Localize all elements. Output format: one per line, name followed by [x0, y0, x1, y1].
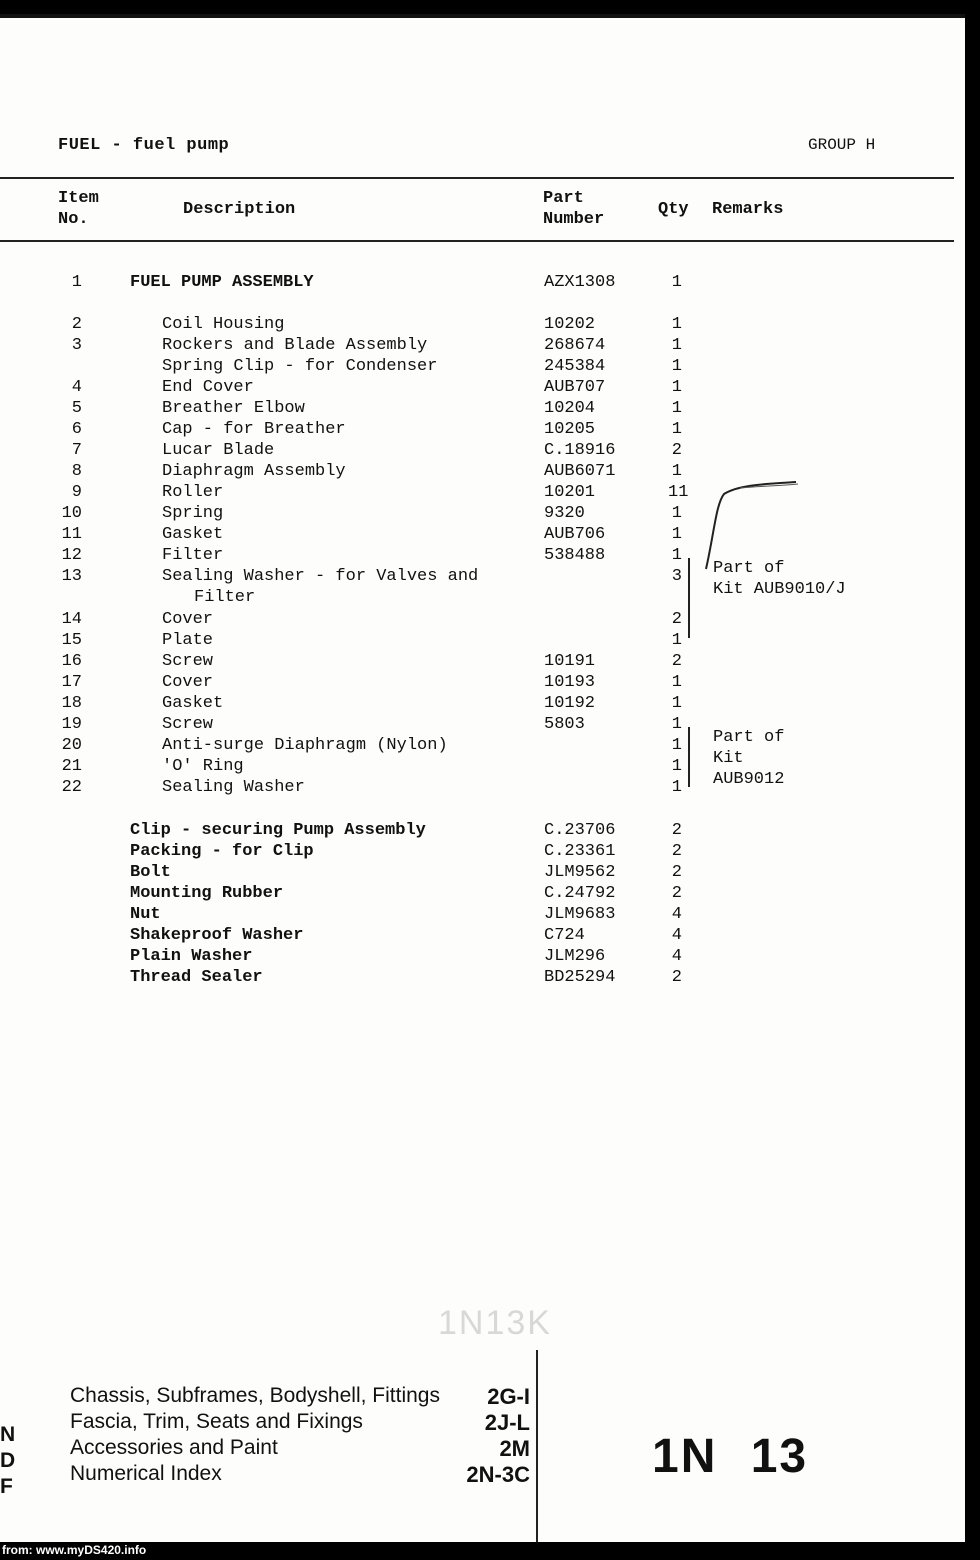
- kit1-bracket: [688, 558, 690, 638]
- item-number: 8: [71, 462, 82, 481]
- part-number: C.23361: [544, 842, 616, 861]
- description: Coil Housing: [162, 315, 285, 334]
- quantity: 1: [671, 399, 682, 418]
- description: Nut: [130, 905, 161, 924]
- quantity: 1: [671, 736, 682, 755]
- table-row: [0, 524, 965, 545]
- quantity: 1: [671, 546, 682, 565]
- item-number: 18: [61, 694, 82, 713]
- description: Gasket: [162, 694, 224, 713]
- table-row: [0, 693, 965, 714]
- item-number: 20: [61, 736, 82, 755]
- footer-divider: [536, 1350, 538, 1542]
- quantity: 1: [671, 357, 682, 376]
- description: FUEL PUMP ASSEMBLY: [130, 273, 314, 292]
- kit2-remark-line2: Kit: [713, 749, 744, 768]
- table-row: [0, 735, 965, 756]
- item-number: 12: [61, 546, 82, 565]
- part-number: BD25294: [544, 968, 616, 987]
- table-row: [0, 883, 965, 904]
- description: Plain Washer: [130, 947, 253, 966]
- col-qty: Qty: [658, 200, 689, 219]
- part-number: 5803: [544, 715, 585, 734]
- side-letters: N D F: [0, 1423, 16, 1498]
- quantity: 2: [671, 652, 682, 671]
- item-number: 19: [61, 715, 82, 734]
- description: Plate: [162, 631, 214, 650]
- table-row: [0, 314, 965, 335]
- description: 'O' Ring: [162, 757, 244, 776]
- description: Screw: [162, 652, 214, 671]
- description: Anti-surge Diaphragm (Nylon): [162, 736, 448, 755]
- footer-index-item: Fascia, Trim, Seats and Fixings 2J-L: [70, 1410, 530, 1435]
- description: Mounting Rubber: [130, 884, 284, 903]
- table-row: [0, 440, 965, 461]
- description: Spring: [162, 504, 224, 523]
- description: Gasket: [162, 525, 224, 544]
- description: Lucar Blade: [162, 441, 275, 460]
- table-row: [0, 545, 965, 566]
- footer-index-item: Chassis, Subframes, Bodyshell, Fittings 2G-I: [70, 1384, 530, 1409]
- description: Sealing Washer - for Valves and: [162, 567, 479, 586]
- part-number: JLM9683: [544, 905, 616, 924]
- table-row: [0, 651, 965, 672]
- item-number: 1: [71, 273, 82, 292]
- description: Breather Elbow: [162, 399, 305, 418]
- col-description: Description: [183, 200, 296, 219]
- description: Packing - for Clip: [130, 842, 314, 861]
- description: Screw: [162, 715, 214, 734]
- quantity: 2: [671, 884, 682, 903]
- quantity: 1: [671, 315, 682, 334]
- quantity: 3: [671, 567, 682, 586]
- quantity: 1: [671, 378, 682, 397]
- kit1-remark-line1: Part of: [713, 559, 785, 578]
- description: Diaphragm Assembly: [162, 462, 346, 481]
- top-border: [0, 14, 965, 18]
- footer-index: [70, 1384, 530, 1488]
- table-row: [0, 756, 965, 777]
- item-number: 22: [61, 778, 82, 797]
- part-number: 10192: [544, 694, 596, 713]
- item-number: 14: [61, 610, 82, 629]
- description: Bolt: [130, 863, 171, 882]
- table-row: [0, 419, 965, 440]
- item-number: 16: [61, 652, 82, 671]
- faded-stamp: 1N13K: [438, 1304, 552, 1342]
- description: Shakeproof Washer: [130, 926, 304, 945]
- item-number: 3: [71, 336, 82, 355]
- quantity: 1: [671, 525, 682, 544]
- description: Thread Sealer: [130, 968, 263, 987]
- description: Cap - for Breather: [162, 420, 346, 439]
- quantity: 1: [671, 462, 682, 481]
- header-rule-bottom: [0, 240, 954, 242]
- part-number: 10193: [544, 673, 596, 692]
- section-title: FUEL - fuel pump: [58, 136, 230, 155]
- table-row: [0, 904, 965, 925]
- description: Filter: [162, 546, 224, 565]
- quantity: 2: [671, 968, 682, 987]
- part-number: C.18916: [544, 441, 616, 460]
- part-number: 268674: [544, 336, 606, 355]
- part-number: 538488: [544, 546, 606, 565]
- quantity: 2: [671, 842, 682, 861]
- part-number: 10191: [544, 652, 596, 671]
- part-number: 9320: [544, 504, 585, 523]
- kit2-bracket: [688, 727, 690, 787]
- col-item: Item No.: [58, 189, 99, 229]
- table-row: [0, 946, 965, 967]
- footer-index-item: Numerical Index 2N-3C: [70, 1462, 530, 1487]
- item-number: 7: [71, 441, 82, 460]
- table-row: [0, 841, 965, 862]
- item-number: 4: [71, 378, 82, 397]
- item-number: 17: [61, 673, 82, 692]
- table-row: [0, 377, 965, 398]
- kit1-remark-line2: Kit AUB9010/J: [713, 580, 846, 599]
- table-row: [0, 461, 965, 482]
- footer-index-item: Accessories and Paint 2M: [70, 1436, 530, 1461]
- table-row: [0, 777, 965, 798]
- item-number: 15: [61, 631, 82, 650]
- item-number: 9: [71, 483, 82, 502]
- description: Cover: [162, 673, 214, 692]
- parts-list-page: [0, 14, 965, 1542]
- source-url: from: www.myDS420.info: [2, 1543, 147, 1557]
- header-rule-top: [0, 177, 954, 179]
- quantity: 1: [671, 273, 682, 292]
- quantity: 4: [671, 926, 682, 945]
- part-number: 10201: [544, 483, 596, 502]
- description: Sealing Washer: [162, 778, 305, 797]
- part-number: C724: [544, 926, 585, 945]
- quantity: 4: [671, 947, 682, 966]
- quantity: 4: [671, 905, 682, 924]
- item-number: 5: [71, 399, 82, 418]
- part-number: AUB706: [544, 525, 606, 544]
- table-row: [0, 672, 965, 693]
- part-number: 10204: [544, 399, 596, 418]
- quantity: 2: [671, 821, 682, 840]
- table-row: [0, 335, 965, 356]
- part-number: AUB6071: [544, 462, 616, 481]
- table-row: [0, 862, 965, 883]
- quantity: 1: [671, 694, 682, 713]
- part-number: 10202: [544, 315, 596, 334]
- description: Cover: [162, 610, 214, 629]
- quantity: 1: [671, 420, 682, 439]
- col-remarks: Remarks: [712, 200, 784, 219]
- table-row: [0, 925, 965, 946]
- part-number: C.23706: [544, 821, 616, 840]
- part-number: 10205: [544, 420, 596, 439]
- quantity: 2: [671, 863, 682, 882]
- part-number: C.24792: [544, 884, 616, 903]
- description: Filter: [194, 588, 256, 607]
- table-row: [0, 356, 965, 377]
- table-row: [0, 609, 965, 630]
- part-number: JLM9562: [544, 863, 616, 882]
- table-row: [0, 820, 965, 841]
- quantity: 1: [671, 757, 682, 776]
- item-number: 10: [61, 504, 82, 523]
- description: Clip - securing Pump Assembly: [130, 821, 426, 840]
- part-number: JLM296: [544, 947, 606, 966]
- quantity: 1: [671, 336, 682, 355]
- handwritten-scribble-icon: [700, 474, 810, 574]
- quantity: 1: [671, 673, 682, 692]
- table-row: [0, 503, 965, 524]
- quantity: 2: [671, 610, 682, 629]
- item-number: 6: [71, 420, 82, 439]
- quantity: 1: [671, 715, 682, 734]
- table-row: [0, 630, 965, 651]
- item-number: 21: [61, 757, 82, 776]
- description: Spring Clip - for Condenser: [162, 357, 438, 376]
- table-row: [0, 272, 965, 293]
- item-number: 2: [71, 315, 82, 334]
- part-number: 245384: [544, 357, 606, 376]
- description: End Cover: [162, 378, 254, 397]
- item-number: 11: [61, 525, 82, 544]
- quantity: 2: [671, 441, 682, 460]
- quantity: 11: [668, 483, 689, 502]
- group-label: GROUP H: [808, 136, 876, 154]
- table-row: [0, 482, 965, 503]
- part-number: AUB707: [544, 378, 606, 397]
- quantity: 1: [671, 631, 682, 650]
- item-number: 13: [61, 567, 82, 586]
- quantity: 1: [671, 504, 682, 523]
- description: Rockers and Blade Assembly: [162, 336, 428, 355]
- table-row: [0, 714, 965, 735]
- description: Roller: [162, 483, 224, 502]
- page-code: 1N 13: [652, 1430, 809, 1483]
- col-part-number: Part Number: [543, 189, 605, 229]
- table-row: [0, 398, 965, 419]
- table-row: [0, 967, 965, 988]
- kit2-remark-line1: Part of: [713, 728, 785, 747]
- part-number: AZX1308: [544, 273, 616, 292]
- kit2-remark-line3: AUB9012: [713, 770, 785, 789]
- quantity: 1: [671, 778, 682, 797]
